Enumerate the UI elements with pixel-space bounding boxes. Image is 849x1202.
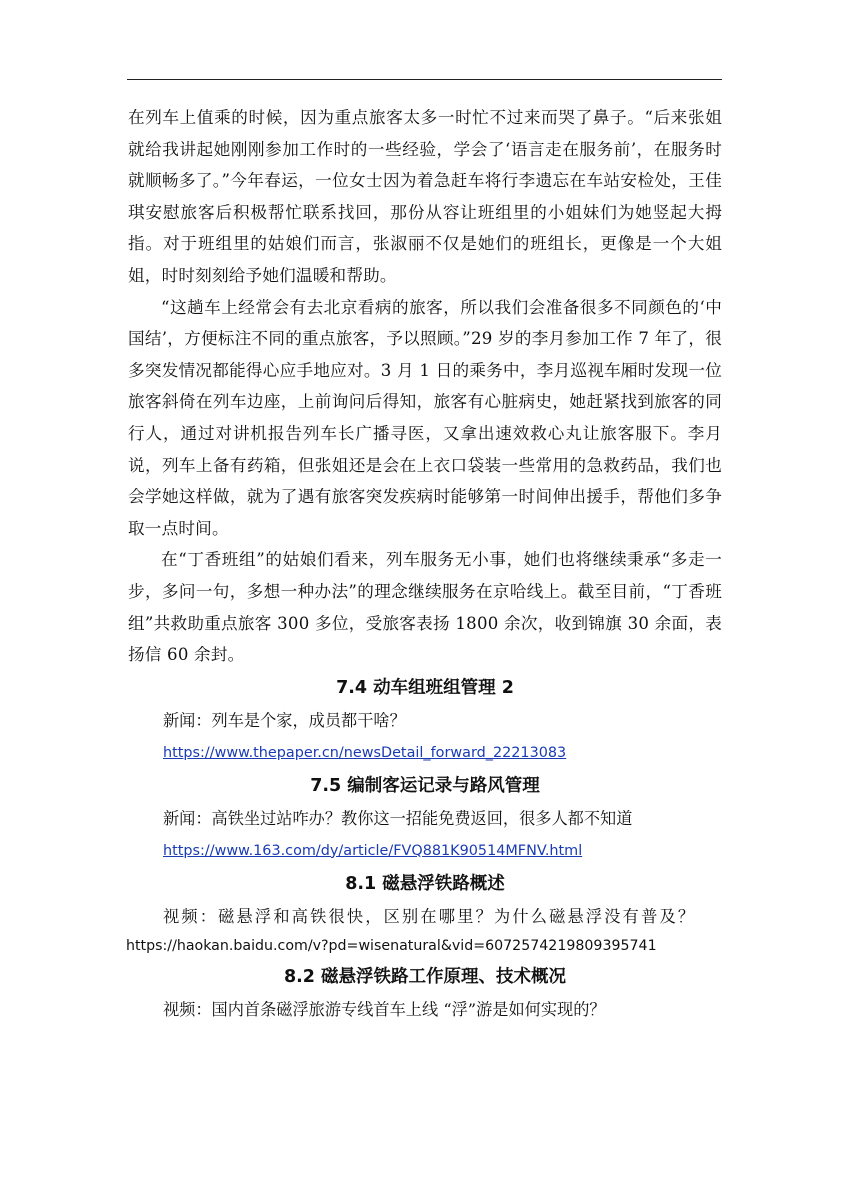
video-item-8-1: 视频：磁悬浮和高铁很快，区别在哪里？为什么磁悬浮没有普及？ [163, 906, 697, 926]
paragraph-2: “这趟车上经常会有去北京看病的旅客，所以我们会准备很多不同颜色的‘中国结’，方便标注不同的重点旅客，予以照顾。”29 岁的李月参加工作 7 年了，很多突发情况都能得心应手地应对。3 月 1 日的乘务中，李月巡视车厢时发现一位旅客斜倚在列车边座，上前询问后得知，旅客有心脏病史，她赶紧找到旅客的同行人，通过对讲机报告列车长广播寻医，又拿出速效救心丸让旅客服下。李月说，列车上备有药箱，但张姐还是会在上衣口袋装一些常用的急救药品，我们也会学她这样做，就为了遇有旅客突发疾病时能够第一时间伸出援手，帮他们多争取一点时间。 [128, 297, 722, 538]
video-url-8-1: https://haokan.baidu.com/v?pd=wisenatural&vid=6072574219809395741 [126, 937, 657, 954]
news-link-7-5[interactable]: https://www.163.com/dy/article/FVQ881K90514MFNV.html [163, 842, 583, 859]
document-body [128, 102, 722, 1025]
section-heading-7-4: 7.4 动车组班组管理 2 [336, 677, 514, 698]
section-heading-7-5: 7.5 编制客运记录与路风管理 [310, 775, 540, 796]
link-row-7-4 [128, 736, 722, 769]
paragraph-3: 在“丁香班组”的姑娘们看来，列车服务无小事，她们也将继续秉承“多走一步，多问一句，多想一种办法”的理念继续服务在京哈线上。截至目前，“丁香班组”共救助重点旅客 300 多位，受旅客表扬 1800 余次，收到锦旗 30 余面，表扬信 60 余封。 [128, 550, 722, 665]
news-item-7-5: 新闻：高铁坐过站咋办？教你这一招能免费返回，很多人都不知道 [163, 808, 633, 828]
news-link-7-4[interactable]: https://www.thepaper.cn/newsDetail_forward_22213083 [163, 744, 567, 761]
link-row-7-5 [128, 834, 722, 867]
news-item-7-4: 新闻：列车是个家，成员都干啥？ [163, 710, 406, 730]
section-heading-8-2: 8.2 磁悬浮铁路工作原理、技术概况 [283, 966, 567, 987]
paragraph-1: 在列车上值乘的时候，因为重点旅客太多一时忙不过来而哭了鼻子。“后来张姐就给我讲起她刚刚参加工作时的一些经验，学会了‘语言走在服务前’，在服务时就顺畅多了。”今年春运，一位女士因为着急赶车将行李遗忘在车站安检处，王佳琪安慰旅客后积极帮忙联系找回，那份从容让班组里的小姐妹们为她竖起大拇指。对于班组里的姑娘们而言，张淑丽不仅是她们的班组长，更像是一个大姐姐，时时刻刻给予她们温暖和帮助。 [128, 108, 722, 285]
video-item-8-2: 视频：国内首条磁浮旅游专线首车上线 “浮”游是如何实现的？ [163, 999, 606, 1019]
header-rule [127, 79, 722, 80]
section-heading-8-1: 8.1 磁悬浮铁路概述 [345, 873, 505, 894]
